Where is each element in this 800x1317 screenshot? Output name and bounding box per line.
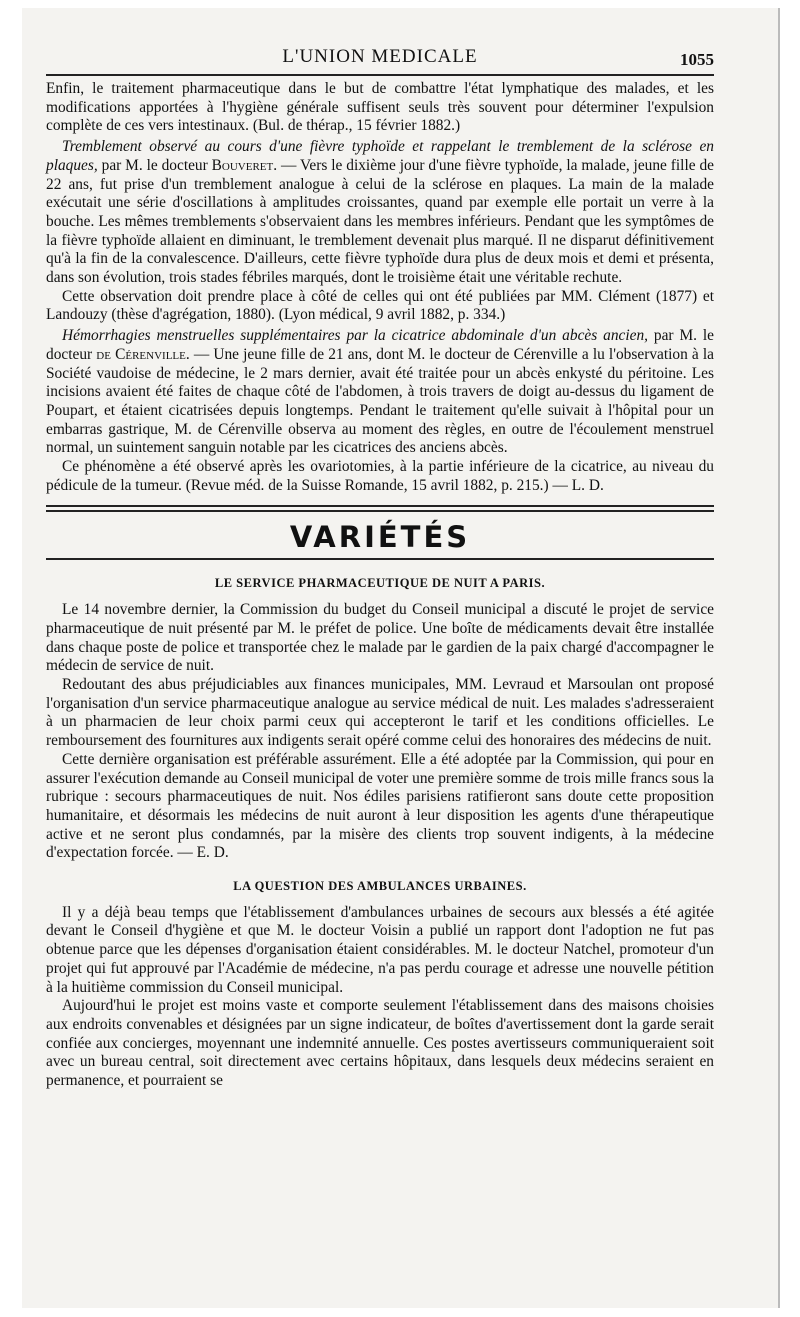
page-number: 1055 bbox=[680, 50, 714, 69]
article-title-hemorrhagies: Hémorrhagies menstruelles supplémentaires par la cicatrice abdominale d'un abcès ancien, bbox=[62, 327, 648, 345]
double-rule bbox=[46, 505, 714, 512]
page-body bbox=[46, 80, 714, 1091]
paragraph-observation: Cette observation doit prendre place à côté de celles qui ont été publiées par MM. Clément (1877) et Landouzy (thèse d'agrégation, 1880). (Lyon médical, 9 avril 1882, p. 334.) bbox=[46, 287, 714, 324]
article-title-tremblement: Tremblement observé au cours d'une fièvre typhoïde et rappelant le tremblement de la sclérose en plaques, bbox=[46, 138, 714, 174]
author-cerenville: de Cérenville. bbox=[96, 345, 190, 363]
paragraph-ambulances-1: Il y a déjà beau temps que l'établissement d'ambulances urbaines de secours aux blessés a été agitée devant le Conseil d'hygiène et que M. le docteur Voisin a publié un rapport dont l'adoption ne fut pas obtenue parce que les dépenses d'organisation étaient considérables. M. le docteur Natchel, promoteur d'un projet qui fut approuvé par l'Académie de médecine, n'a pas perdu courage et adresse une nouvelle pétition à la huitième commission du Conseil municipal. bbox=[46, 903, 714, 996]
paragraph-pharmacie-1: Le 14 novembre dernier, la Commission du budget du Conseil municipal a discuté le projet de service pharmaceutique de nuit présenté par M. le préfet de police. Une boîte de médicaments devait être installée dans chaque poste de police et transportée chez le malade par le gardien de la paix chargé d'accompagner le médecin de service de nuit. bbox=[46, 601, 714, 675]
paragraph-intro: Enfin, le traitement pharmaceutique dans le but de combattre l'état lymphatique des malades, et les modifications apportées à l'hygiène générale suffisent seuls très souvent pour déterminer l'expulsion complète de ces vers intestinaux. (Bul. de thérap., 15 février 1882.) bbox=[46, 80, 714, 135]
author-prefix: par M. le docteur bbox=[97, 156, 212, 174]
author-bouveret: Bouveret. bbox=[211, 156, 278, 174]
varietes-heading: VARIÉTÉS bbox=[289, 520, 471, 555]
author-prefix: par M. le docteur bbox=[46, 327, 714, 363]
paragraph-hemorrhagies bbox=[46, 327, 714, 458]
section-title-pharmacie: LE SERVICE PHARMACEUTIQUE DE NUIT A PARIS. bbox=[214, 576, 546, 591]
header-rule bbox=[46, 74, 714, 76]
paragraph-tremblement bbox=[46, 138, 714, 288]
article-body-tremblement: — Vers le dixième jour d'une fièvre typhoïde, la malade, jeune fille de 22 ans, fut prise d'un tremblement analogue à celui de la sclérose en plaques. La main de la malade exécutait une série d'oscillations à amplitudes croissantes, quand par exemple elle portait un verre à la bouche. Les mêmes tremblements s'observaient dans les membres inférieurs. Pendant que les symptômes de la fièvre typhoïde allaient en diminuant, le tremblement devenait plus marqué. Il ne disparut définitivement qu'à la fin de la convalescence. D'ailleurs, cette fièvre typhoïde dura plus de deux mois et demi et présenta, dans son évolution, trois stades fébriles marqués, dont le troisième était une véritable rechute. bbox=[46, 156, 714, 287]
paragraph-pharmacie-3: Cette dernière organisation est préférable assurément. Elle a été adoptée par la Commission, qui pour en assurer l'exécution demande au Conseil municipal de voter une première somme de trois mille francs sous la rubrique : secours pharmaceutiques de nuit. Nos édiles parisiens ratifieront sans doute cette proposition humanitaire, et désormais les médecins de nuit auront à leur disposition les agents d'une thérapeutique active et ne seront plus condamnés, par la misère des clients trop souvent indigents, à la médecine d'expectation forcée. — E. D. bbox=[46, 750, 714, 862]
section-title-ambulances: LA QUESTION DES AMBULANCES URBAINES. bbox=[233, 879, 527, 894]
paragraph-ambulances-2: Aujourd'hui le projet est moins vaste et comporte seulement l'établissement dans des maisons choisies aux endroits convenables et désignées par un signe indicateur, de boîtes d'avertissement dont la garde serait confiée aux concierges, moyennant une indemnité annuelle. Ces postes avertisseurs communiqueraient soit avec un bureau central, soit directement avec certains hôpitaux, dans lesquels deux médecins seraient en permanence, et pourraient se bbox=[46, 997, 714, 1090]
paragraph-phenomene: Ce phénomène a été observé après les ovariotomies, à la partie inférieure de la cicatrice, au niveau du pédicule de la tumeur. (Revue méd. de la Suisse Romande, 15 avril 1882, p. 215.) — L. D. bbox=[46, 458, 714, 494]
varietes-rule bbox=[46, 558, 714, 560]
article-body-hemorrhagies: — Une jeune fille de 21 ans, dont M. le docteur de Cérenville a lu l'observation à la Société vaudoise de médecine, le 2 mars dernier, avait été traitée pour un abcès enkysté du péritoine. Les incisions avaient été faites de chaque côté de l'abdomen, à trois travers de doigt au-dessus du ligament de Poupart, et étaient cicatrisées depuis longtemps. Pendant le traitement qu'elle suivait à l'hôpital pour un embarras gastrique, M. de Cérenville observa au moment des règles, en outre de l'écoulement menstruel normal, un suintement sanguin notable par les cicatrices des anciens abcès. bbox=[46, 345, 715, 457]
journal-title: L'UNION MEDICALE bbox=[282, 46, 478, 67]
paragraph-pharmacie-2: Redoutant des abus préjudiciables aux finances municipales, MM. Levraud et Marsoulan ont proposé l'organisation d'un service pharmaceutique analogue au service médical de nuit. Les malades s'adresseraient à un pharmacien de leur choix parmi ceux qui accepteront le tarif et les conditions officielles. Le remboursement des fournitures aux indigents serait opéré comme celui des honoraires des médecins de nuit. bbox=[46, 675, 714, 750]
running-header bbox=[46, 44, 714, 72]
